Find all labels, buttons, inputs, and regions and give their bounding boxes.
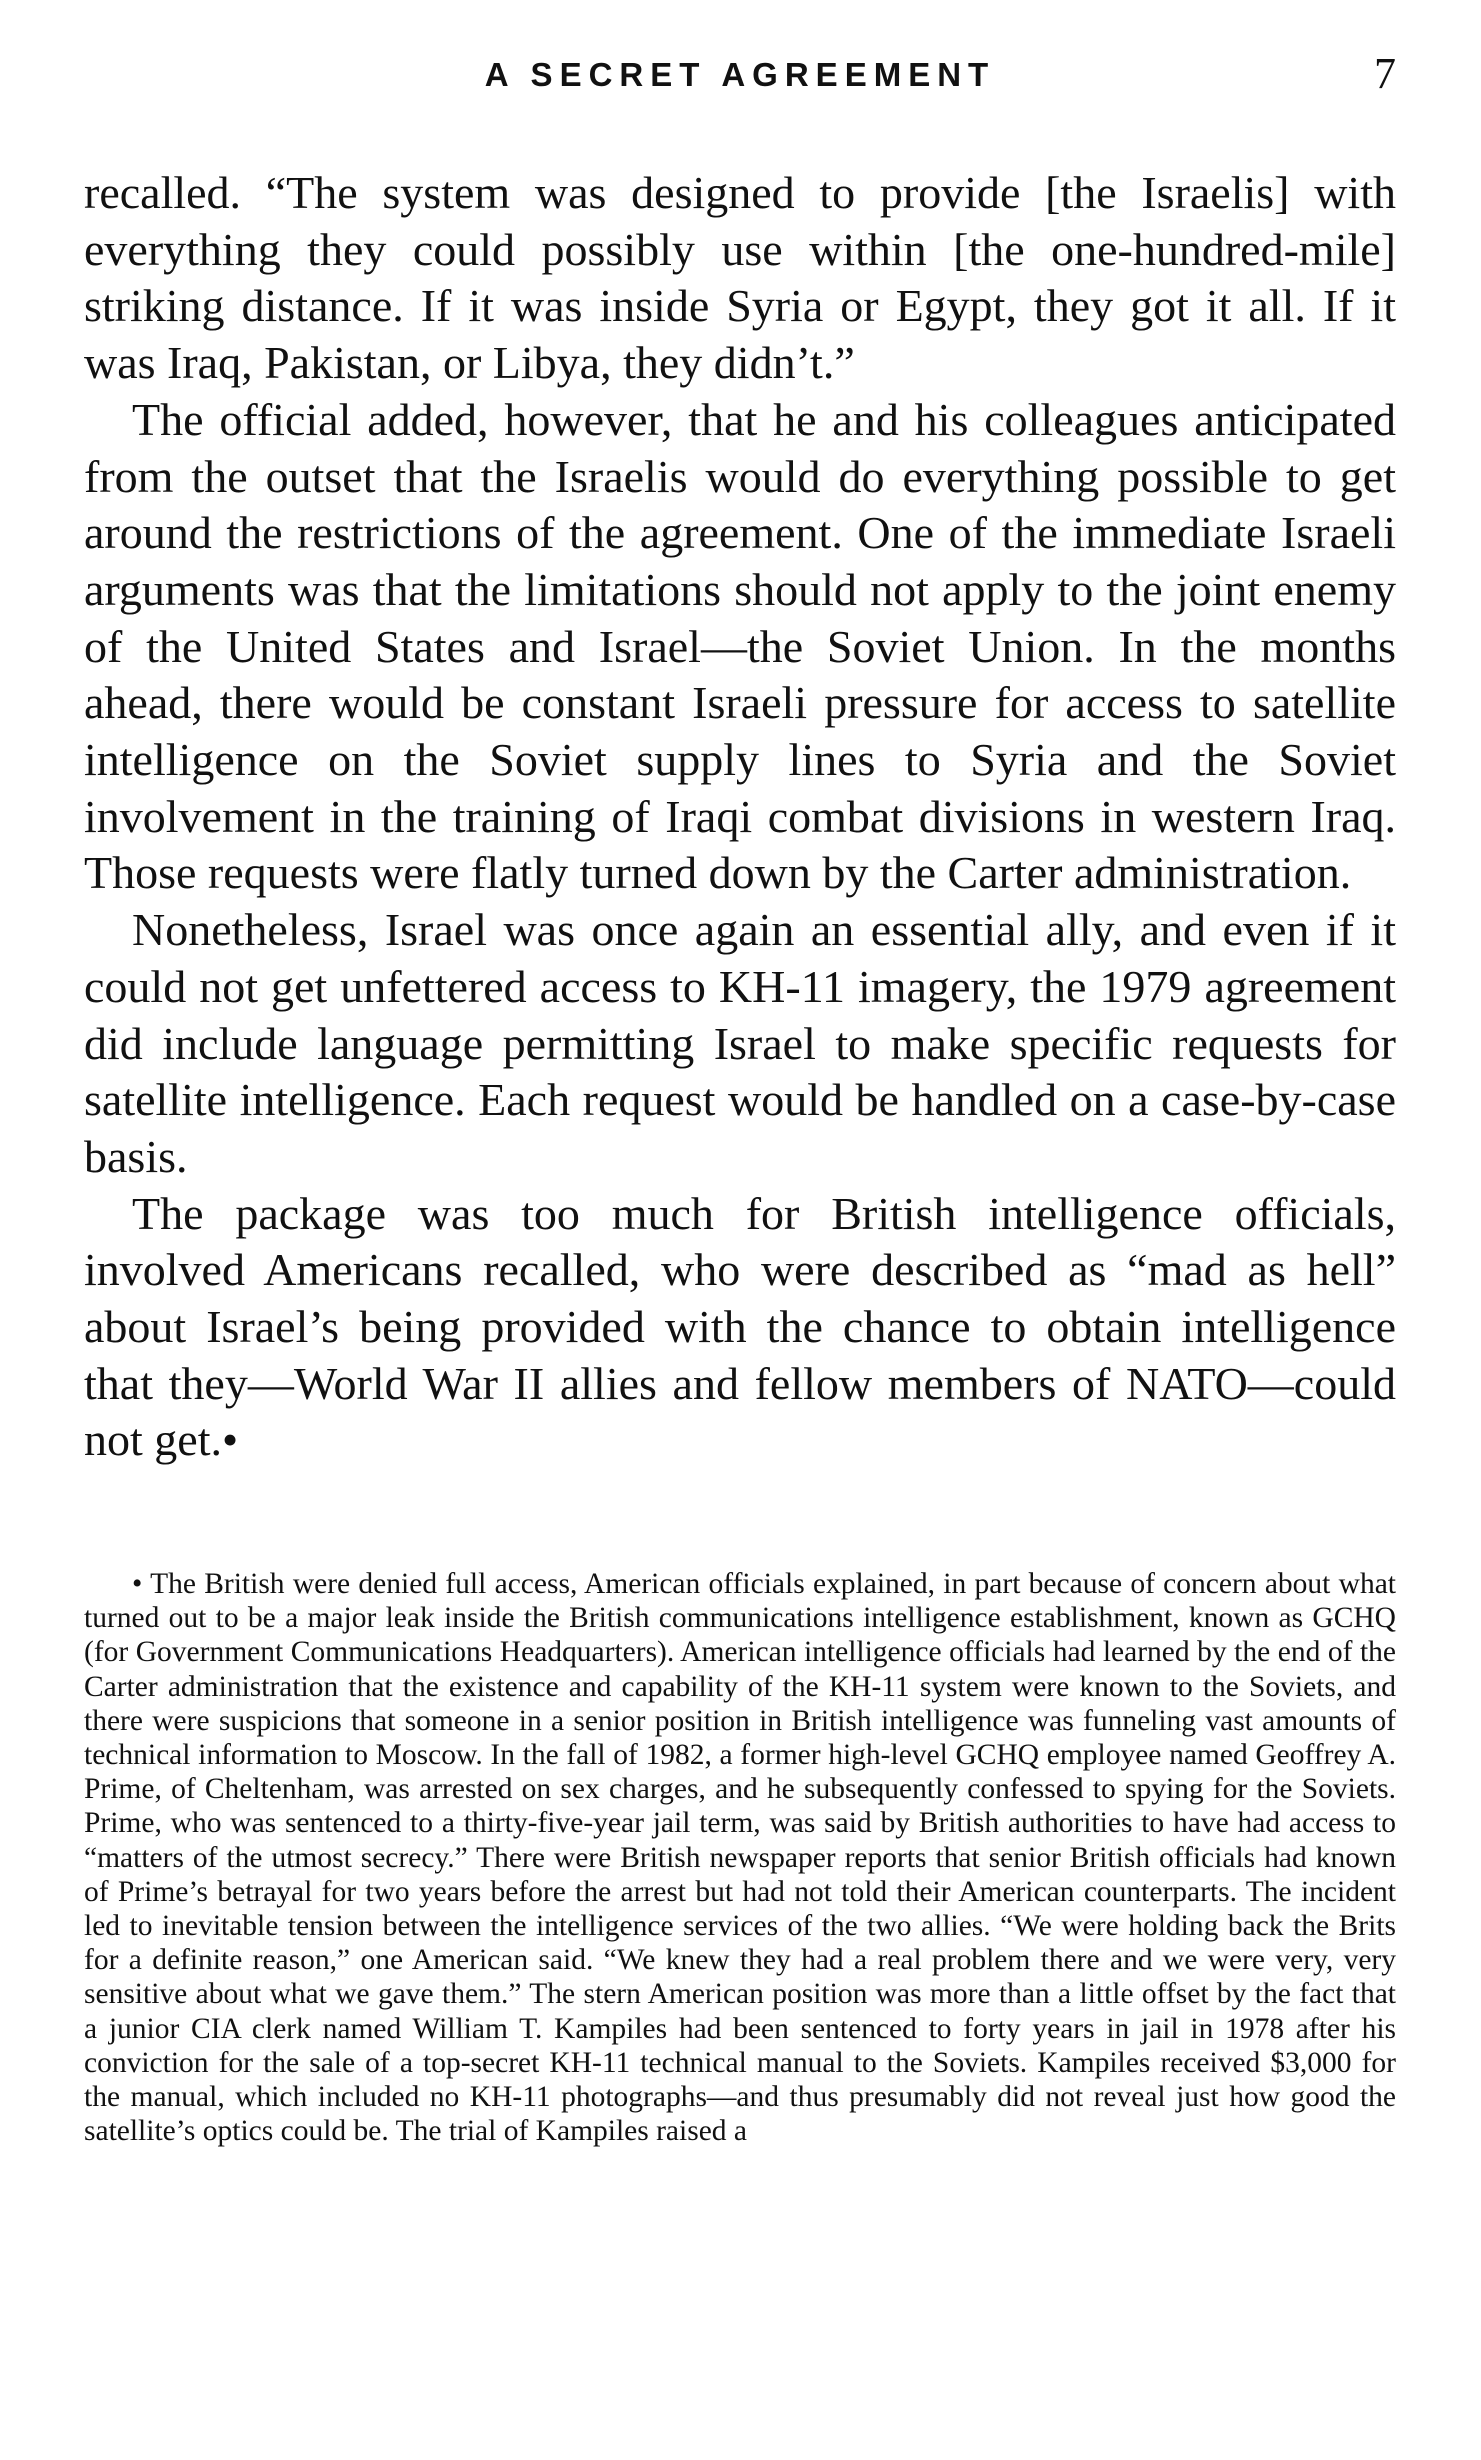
body-text — [84, 165, 1396, 1469]
paragraph-3: Nonetheless, Israel was once again an essential ally, and even if it could not get unfettered access to KH-11 imagery, the 1979 agreement did include language permitting Israel to make specific requests for satellite intelligence. Each request would be handled on a case-by-case basis. — [84, 904, 1396, 1182]
paragraph-2: The official added, however, that he and his colleagues anticipated from the outset that the Israelis would do everything possible to get around the restrictions of the agreement. One of the immediate Israeli arguments was that the limitations should not apply to the joint enemy of the United States and Israel—the Soviet Union. In the months ahead, there would be constant Israeli pressure for access to satellite intelligence on the Soviet supply lines to Syria and the Soviet involvement in the training of Iraqi combat divisions in western Iraq. Those requests were flatly turned down by the Carter administration. — [84, 393, 1396, 899]
page-number: 7 — [1374, 49, 1396, 98]
running-head — [84, 48, 1396, 108]
paragraph-1: recalled. “The system was designed to provide [the Israelis] with everything they could possibly use within [the one-hundred-mile] striking distance. If it was inside Syria or Egypt, they got it all. If it was Iraq, Pakistan, or Libya, they didn’t.” — [84, 167, 1396, 389]
paragraph-4: The package was too much for British intelligence officials, involved Americans recalled, who were described as “mad as hell” about Israel’s being provided with the chance to obtain intelligence that they—World War II allies and fellow members of NATO—could not get.• — [84, 1187, 1396, 1466]
running-title: A SECRET AGREEMENT — [484, 56, 996, 93]
footnote: • The British were denied full access, American officials explained, in part because of concern about what turned out to be a major leak inside the British communications intelligence establishment, known as GCHQ (for Government Communications Headquarters). American intelligence officials had learned by the end of the Carter administration that the existence and capability of the KH-11 system were known to the Soviets, and there were suspicions that someone in a senior position in British intelligence was funneling vast amounts of technical information to Moscow. In the fall of 1982, a former high-level GCHQ employee named Geoffrey A. Prime, of Cheltenham, was arrested on sex charges, and he subsequently confessed to spying for the Soviets. Prime, who was sentenced to a thirty-five-year jail term, was said by British authorities to have had access to “matters of the utmost secrecy.” There were British newspaper reports that senior British officials had known of Prime’s betrayal for two years before the arrest but had not told their American counterparts. The incident led to inevitable tension between the intelligence services of the two allies. “We were holding back the Brits for a definite reason,” one American said. “We knew they had a real problem there and we were very, very sensitive about what we gave them.” The stern American position was more than a little offset by the fact that a junior CIA clerk named William T. Kampiles had been sentenced to forty years in jail in 1978 after his conviction for the sale of a top-secret KH-11 technical manual to the Soviets. Kampiles received $3,000 for the manual, which included no KH-11 photographs—and thus presumably did not reveal just how good the satellite’s optics could be. The trial of Kampiles raised a — [84, 1568, 1396, 2148]
